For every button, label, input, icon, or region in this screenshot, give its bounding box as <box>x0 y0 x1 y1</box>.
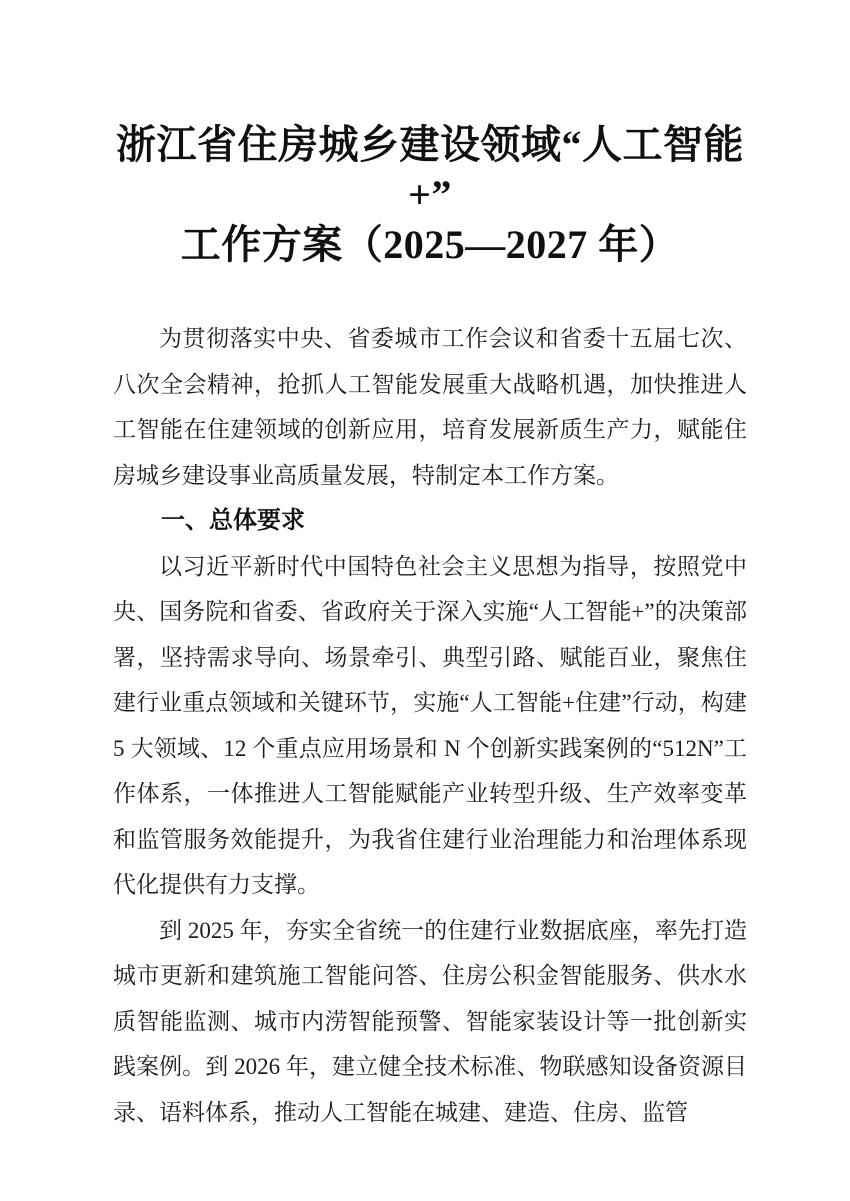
section-heading-overall-requirements: 一、总体要求 <box>161 507 305 534</box>
paragraph-intro: 为贯彻落实中央、省委城市工作会议和省委十五届七次、八次全会精神，抢抓人工智能发展重大战略机遇，加快推进人工智能在住建领域的创新应用，培育发展新质生产力，赋能住房城乡建设事业高质量发展，特制定本工作方案。 <box>113 326 747 488</box>
document-title-line1: 浙江省住房城乡建设领域“人工智能+” <box>116 122 744 217</box>
document-title-line2: 工作方案（2025—2027 年） <box>180 222 680 267</box>
document-body <box>113 316 747 1135</box>
paragraph-goals-timeline: 到 2025 年，夯实全省统一的住建行业数据底座，率先打造城市更新和建筑施工智能问答、住房公积金智能服务、供水水质智能监测、城市内涝智能预警、智能家装设计等一批创新实践案例。到 2026 年，建立健全技术标准、物联感知设备资源目录、语料体系，推动人工智能在城建、建造、住房、监管 <box>113 917 747 1125</box>
paragraph-guiding-principles: 以习近平新时代中国特色社会主义思想为指导，按照党中央、国务院和省委、省政府关于深入实施“人工智能+”的决策部署，坚持需求导向、场景牵引、典型引路、赋能百业，聚焦住建行业重点领域和关键环节，实施“人工智能+住建”行动，构建 5 大领域、12 个重点应用场景和 N 个创新实践案例的“512N”工作体系，一体推进人工智能赋能产业转型升级、生产效率变革和监管服务效能提升，为我省住建行业治理能力和治理体系现代化提供有力支撑。 <box>113 553 747 897</box>
document-title <box>113 120 747 270</box>
